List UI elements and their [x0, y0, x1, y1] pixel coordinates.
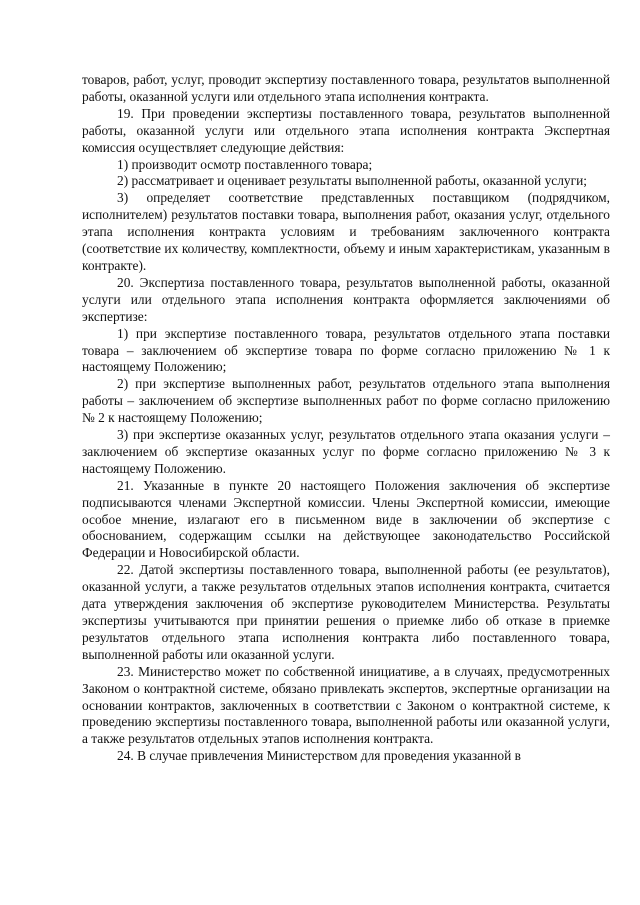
paragraph-item-20: 20. Экспертиза поставленного товара, результатов выполненной работы, оказанной услуги или отдельного этапа исполнения контракта оформляется заключениями об экспертизе:	[82, 274, 610, 324]
paragraph-item-22: 22. Датой экспертизы поставленного товара, выполненной работы (ее результатов), оказанной услуги, а также результатов отдельных этапов исполнения контракта, считается дата утверждения заключения об экспертизе руководителем Министерства. Результаты экспертизы учитываются при принятии решения о приемке либо об отказе в приемке результатов отдельного этапа исполнения контракта либо поставленного товара, выполненной работы или оказанной услуги.	[82, 562, 610, 662]
paragraph-item-21: 21. Указанные в пункте 20 настоящего Положения заключения об экспертизе подписываются членами Экспертной комиссии. Члены Экспертной комиссии, имеющие особое мнение, излагают его в письменном виде в заключении об экспертизе с обоснованием, содержащим ссылки на действующее законодательство Российской Федерации и Новосибирской области.	[82, 477, 610, 561]
paragraph-item-20-2: 2) при экспертизе выполненных работ, результатов отдельного этапа выполнения работы – заключением об экспертизе выполненных работ по форме согласно приложению № 2 к настоящему Положению;	[82, 376, 610, 426]
paragraph-item-19-2: 2) рассматривает и оценивает результаты выполненной работы, оказанной услуги;	[117, 173, 587, 189]
paragraph-item-20-1: 1) при экспертизе поставленного товара, результатов отдельного этапа поставки товара – заключением об экспертизе товара по форме согласно приложению № 1 к настоящему Положению;	[82, 325, 610, 375]
paragraph-item-19: 19. При проведении экспертизы поставленного товара, результатов выполненной работы, оказанной услуги или отдельного этапа исполнения контракта Экспертная комиссия осуществляет следующие действия:	[82, 105, 610, 155]
document-body	[82, 72, 610, 765]
paragraph-continuation: товаров, работ, услуг, проводит экспертизу поставленного товара, результатов выполненной работы, оказанной услуги или отдельного этапа исполнения контракта.	[82, 72, 610, 104]
paragraph-item-24: 24. В случае привлечения Министерством для проведения указанной в	[117, 748, 521, 764]
paragraph-item-19-3: 3) определяет соответствие представленных поставщиком (подрядчиком, исполнителем) результатов поставки товара, выполнения работ, оказания услуг, отдельного этапа исполнения контракта условиям и требованиям заключенного контракта (соответствие их количеству, комплектности, объему и иным характеристикам, указанным в контракте).	[82, 190, 610, 273]
paragraph-item-20-3: 3) при экспертизе оказанных услуг, результатов отдельного этапа оказания услуги – заключением об экспертизе оказанных услуг по форме согласно приложению № 3 к настоящему Положению.	[82, 427, 610, 476]
paragraph-item-23: 23. Министерство может по собственной инициативе, а в случаях, предусмотренных Законом о контрактной системе, обязано привлекать экспертов, экспертные организации на основании контрактов, заключенных в соответствии с Законом о контрактной системе, к проведению экспертизы поставленного товара, выполненной работы или оказанной услуги, а также результатов отдельных этапов исполнения контракта.	[82, 663, 610, 747]
paragraph-item-19-1: 1) производит осмотр поставленного товара;	[117, 156, 373, 172]
